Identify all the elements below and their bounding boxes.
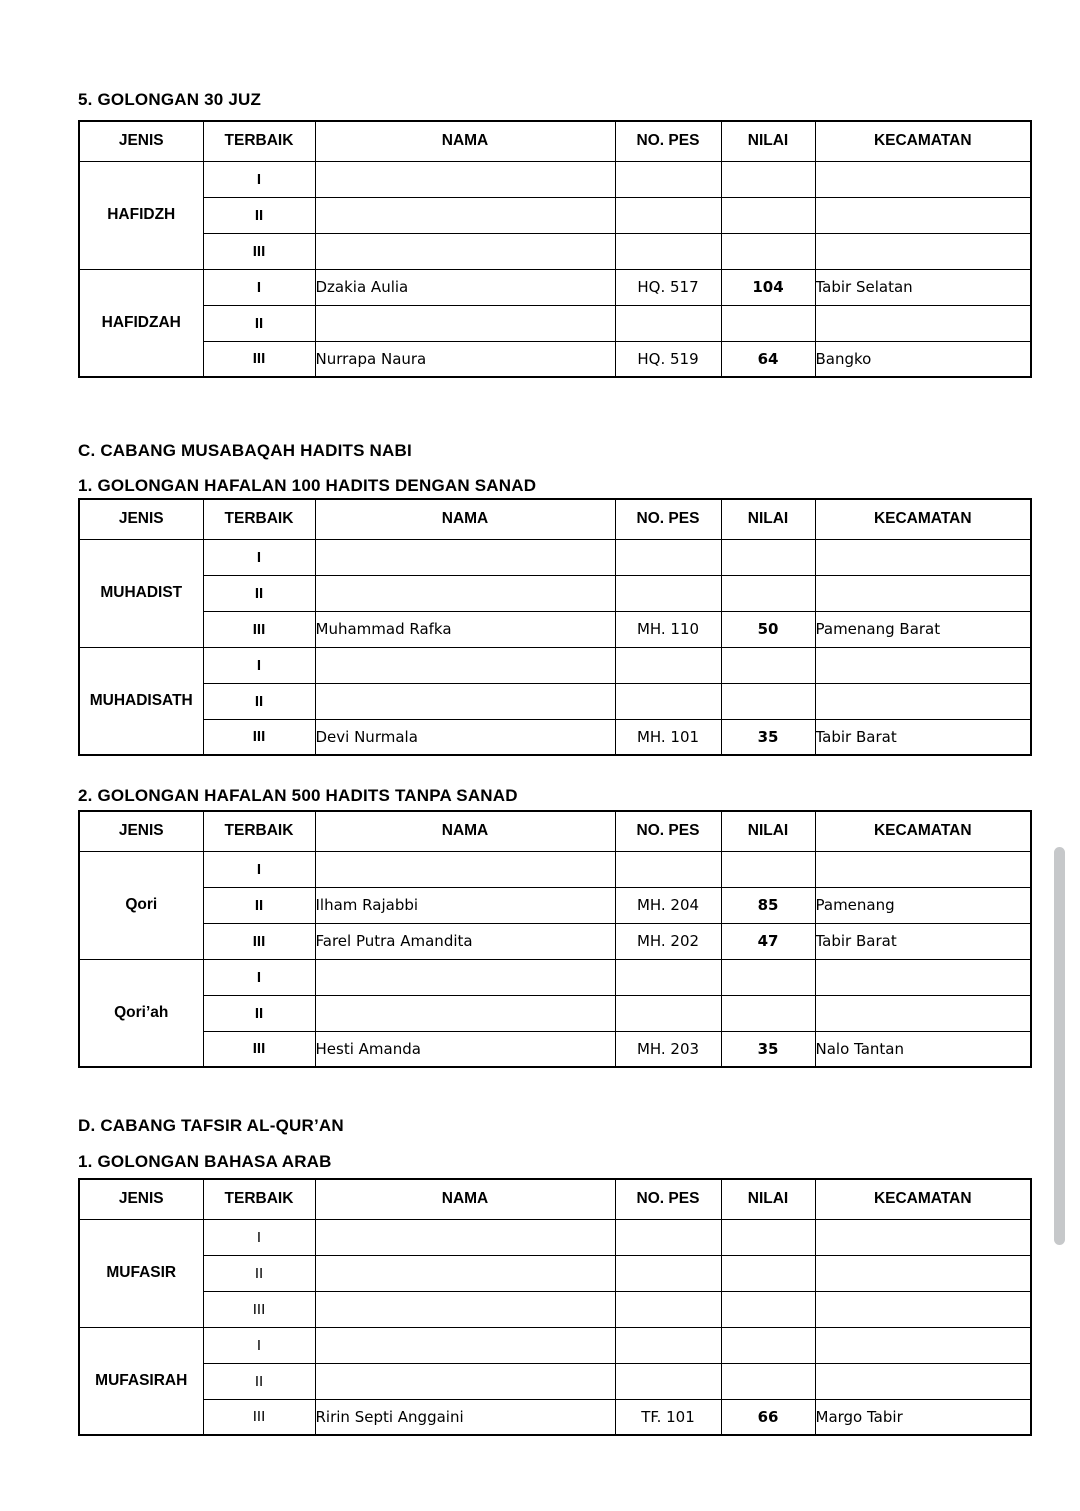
col-header-nilai: NILAI [721, 121, 815, 161]
rank-cell: III [203, 1399, 315, 1435]
nama-cell [315, 539, 615, 575]
table-hafalan-500-hadits [78, 810, 1032, 1068]
nama-cell [315, 1219, 615, 1255]
no-pes-cell: HQ. 519 [615, 341, 721, 377]
kecamatan-cell [815, 539, 1031, 575]
nilai-cell [721, 851, 815, 887]
no-pes-cell [615, 959, 721, 995]
nilai-cell [721, 1255, 815, 1291]
rank-cell: III [203, 233, 315, 269]
table-row [79, 683, 1031, 719]
table-header-row [79, 1179, 1031, 1219]
table-header-row [79, 811, 1031, 851]
rank-cell: I [203, 1219, 315, 1255]
rank-cell: III [203, 923, 315, 959]
no-pes-cell: HQ. 517 [615, 269, 721, 305]
kecamatan-cell [815, 1255, 1031, 1291]
nama-cell: Devi Nurmala [315, 719, 615, 755]
nama-cell [315, 1255, 615, 1291]
kecamatan-cell [815, 995, 1031, 1031]
nilai-cell: 104 [721, 269, 815, 305]
rank-cell: I [203, 647, 315, 683]
nama-cell [315, 683, 615, 719]
rank-cell: III [203, 341, 315, 377]
nama-cell: Farel Putra Amandita [315, 923, 615, 959]
table-row [79, 1363, 1031, 1399]
kecamatan-cell: Pamenang Barat [815, 611, 1031, 647]
kecamatan-cell [815, 1363, 1031, 1399]
rank-cell: II [203, 197, 315, 233]
table-row [79, 1255, 1031, 1291]
table-row [79, 923, 1031, 959]
table-row [79, 851, 1031, 887]
nama-cell [315, 1363, 615, 1399]
table-row [79, 1291, 1031, 1327]
nama-cell [315, 161, 615, 197]
nilai-cell: 35 [721, 719, 815, 755]
nama-cell: Muhammad Rafka [315, 611, 615, 647]
jenis-cell: HAFIDZH [79, 161, 203, 269]
kecamatan-cell [815, 575, 1031, 611]
nilai-cell [721, 1327, 815, 1363]
kecamatan-cell: Bangko [815, 341, 1031, 377]
table-row [79, 341, 1031, 377]
no-pes-cell [615, 683, 721, 719]
rank-cell: I [203, 161, 315, 197]
no-pes-cell [615, 995, 721, 1031]
col-header-kecamatan: KECAMATAN [815, 811, 1031, 851]
rank-cell: III [203, 1031, 315, 1067]
nama-cell: Ilham Rajabbi [315, 887, 615, 923]
kecamatan-cell: Nalo Tantan [815, 1031, 1031, 1067]
rank-cell: II [203, 683, 315, 719]
table-hafalan-100-hadits [78, 498, 1032, 756]
table-row [79, 575, 1031, 611]
nilai-cell: 47 [721, 923, 815, 959]
scrollbar-thumb[interactable] [1054, 847, 1065, 1245]
nilai-cell: 35 [721, 1031, 815, 1067]
no-pes-cell [615, 1255, 721, 1291]
no-pes-cell [615, 305, 721, 341]
heading-hafalan-500-hadits: 2. GOLONGAN HAFALAN 500 HADITS TANPA SANAD [78, 786, 518, 805]
rank-cell: I [203, 1327, 315, 1363]
col-header-nilai: NILAI [721, 1179, 815, 1219]
nama-cell [315, 1291, 615, 1327]
table-row [79, 269, 1031, 305]
table-row [79, 305, 1031, 341]
kecamatan-cell [815, 647, 1031, 683]
kecamatan-cell: Pamenang [815, 887, 1031, 923]
kecamatan-cell: Tabir Selatan [815, 269, 1031, 305]
col-header-no-pes: NO. PES [615, 1179, 721, 1219]
col-header-kecamatan: KECAMATAN [815, 121, 1031, 161]
col-header-no-pes: NO. PES [615, 121, 721, 161]
kecamatan-cell [815, 197, 1031, 233]
kecamatan-cell: Tabir Barat [815, 923, 1031, 959]
no-pes-cell [615, 1363, 721, 1399]
jenis-cell: MUHADIST [79, 539, 203, 647]
kecamatan-cell [815, 851, 1031, 887]
nama-cell [315, 305, 615, 341]
nilai-cell [721, 1291, 815, 1327]
no-pes-cell [615, 197, 721, 233]
heading-golongan-30-juz: 5. GOLONGAN 30 JUZ [78, 90, 262, 109]
heading-cabang-hadits-nabi: C. CABANG MUSABAQAH HADITS NABI [78, 441, 412, 460]
kecamatan-cell [815, 1219, 1031, 1255]
nilai-cell [721, 233, 815, 269]
heading-bahasa-arab: 1. GOLONGAN BAHASA ARAB [78, 1152, 332, 1171]
table-bahasa-arab [78, 1178, 1032, 1436]
col-header-terbaik: TERBAIK [203, 811, 315, 851]
kecamatan-cell [815, 233, 1031, 269]
rank-cell: II [203, 575, 315, 611]
nama-cell [315, 197, 615, 233]
jenis-cell: Qori [79, 851, 203, 959]
col-header-no-pes: NO. PES [615, 499, 721, 539]
col-header-nama: NAMA [315, 499, 615, 539]
rank-cell: II [203, 305, 315, 341]
no-pes-cell [615, 647, 721, 683]
kecamatan-cell [815, 1327, 1031, 1363]
col-header-terbaik: TERBAIK [203, 1179, 315, 1219]
nama-cell [315, 851, 615, 887]
table-row [79, 197, 1031, 233]
col-header-jenis: JENIS [79, 1179, 203, 1219]
col-header-nilai: NILAI [721, 499, 815, 539]
rank-cell: II [203, 887, 315, 923]
col-header-jenis: JENIS [79, 811, 203, 851]
rank-cell: III [203, 719, 315, 755]
table-row [79, 1399, 1031, 1435]
nama-cell [315, 647, 615, 683]
rank-cell: I [203, 269, 315, 305]
nilai-cell: 64 [721, 341, 815, 377]
table-row [79, 719, 1031, 755]
nilai-cell [721, 575, 815, 611]
col-header-nilai: NILAI [721, 811, 815, 851]
jenis-cell: HAFIDZAH [79, 269, 203, 377]
no-pes-cell: MH. 203 [615, 1031, 721, 1067]
no-pes-cell [615, 575, 721, 611]
no-pes-cell [615, 1327, 721, 1363]
nilai-cell [721, 683, 815, 719]
kecamatan-cell [815, 1291, 1031, 1327]
col-header-kecamatan: KECAMATAN [815, 1179, 1031, 1219]
jenis-cell: Qori’ah [79, 959, 203, 1067]
table-row [79, 995, 1031, 1031]
table-row [79, 611, 1031, 647]
table-row [79, 539, 1031, 575]
no-pes-cell [615, 233, 721, 269]
no-pes-cell: MH. 110 [615, 611, 721, 647]
nama-cell: Ririn Septi Anggaini [315, 1399, 615, 1435]
nama-cell: Dzakia Aulia [315, 269, 615, 305]
kecamatan-cell [815, 161, 1031, 197]
no-pes-cell [615, 539, 721, 575]
table-header-row [79, 121, 1031, 161]
nama-cell [315, 1327, 615, 1363]
nama-cell: Hesti Amanda [315, 1031, 615, 1067]
nama-cell [315, 233, 615, 269]
rank-cell: III [203, 1291, 315, 1327]
no-pes-cell: MH. 101 [615, 719, 721, 755]
rank-cell: II [203, 1255, 315, 1291]
no-pes-cell [615, 1291, 721, 1327]
rank-cell: II [203, 995, 315, 1031]
nilai-cell [721, 305, 815, 341]
no-pes-cell: MH. 204 [615, 887, 721, 923]
nilai-cell: 85 [721, 887, 815, 923]
kecamatan-cell [815, 959, 1031, 995]
kecamatan-cell: Margo Tabir [815, 1399, 1031, 1435]
no-pes-cell [615, 851, 721, 887]
nama-cell: Nurrapa Naura [315, 341, 615, 377]
rank-cell: II [203, 1363, 315, 1399]
table-row [79, 1327, 1031, 1363]
nama-cell [315, 959, 615, 995]
rank-cell: I [203, 539, 315, 575]
table-row [79, 1031, 1031, 1067]
no-pes-cell: TF. 101 [615, 1399, 721, 1435]
jenis-cell: MUFASIR [79, 1219, 203, 1327]
col-header-jenis: JENIS [79, 499, 203, 539]
rank-cell: I [203, 959, 315, 995]
nilai-cell [721, 647, 815, 683]
nilai-cell [721, 197, 815, 233]
table-row [79, 233, 1031, 269]
nilai-cell [721, 1363, 815, 1399]
col-header-terbaik: TERBAIK [203, 499, 315, 539]
col-header-nama: NAMA [315, 121, 615, 161]
col-header-kecamatan: KECAMATAN [815, 499, 1031, 539]
nilai-cell [721, 995, 815, 1031]
col-header-nama: NAMA [315, 1179, 615, 1219]
nilai-cell: 66 [721, 1399, 815, 1435]
table-row [79, 959, 1031, 995]
no-pes-cell [615, 161, 721, 197]
kecamatan-cell: Tabir Barat [815, 719, 1031, 755]
col-header-no-pes: NO. PES [615, 811, 721, 851]
heading-hafalan-100-hadits: 1. GOLONGAN HAFALAN 100 HADITS DENGAN SANAD [78, 476, 537, 495]
no-pes-cell: MH. 202 [615, 923, 721, 959]
rank-cell: III [203, 611, 315, 647]
col-header-terbaik: TERBAIK [203, 121, 315, 161]
nilai-cell [721, 539, 815, 575]
rank-cell: I [203, 851, 315, 887]
jenis-cell: MUFASIRAH [79, 1327, 203, 1435]
table-row [79, 1219, 1031, 1255]
table-row [79, 647, 1031, 683]
col-header-nama: NAMA [315, 811, 615, 851]
nama-cell [315, 575, 615, 611]
nilai-cell [721, 1219, 815, 1255]
nama-cell [315, 995, 615, 1031]
kecamatan-cell [815, 305, 1031, 341]
table-header-row [79, 499, 1031, 539]
table-row [79, 161, 1031, 197]
col-header-jenis: JENIS [79, 121, 203, 161]
table-golongan-30-juz [78, 120, 1032, 378]
nilai-cell [721, 959, 815, 995]
table-row [79, 887, 1031, 923]
nilai-cell: 50 [721, 611, 815, 647]
jenis-cell: MUHADISATH [79, 647, 203, 755]
nilai-cell [721, 161, 815, 197]
kecamatan-cell [815, 683, 1031, 719]
no-pes-cell [615, 1219, 721, 1255]
heading-cabang-tafsir: D. CABANG TAFSIR AL-QUR’AN [78, 1116, 344, 1135]
